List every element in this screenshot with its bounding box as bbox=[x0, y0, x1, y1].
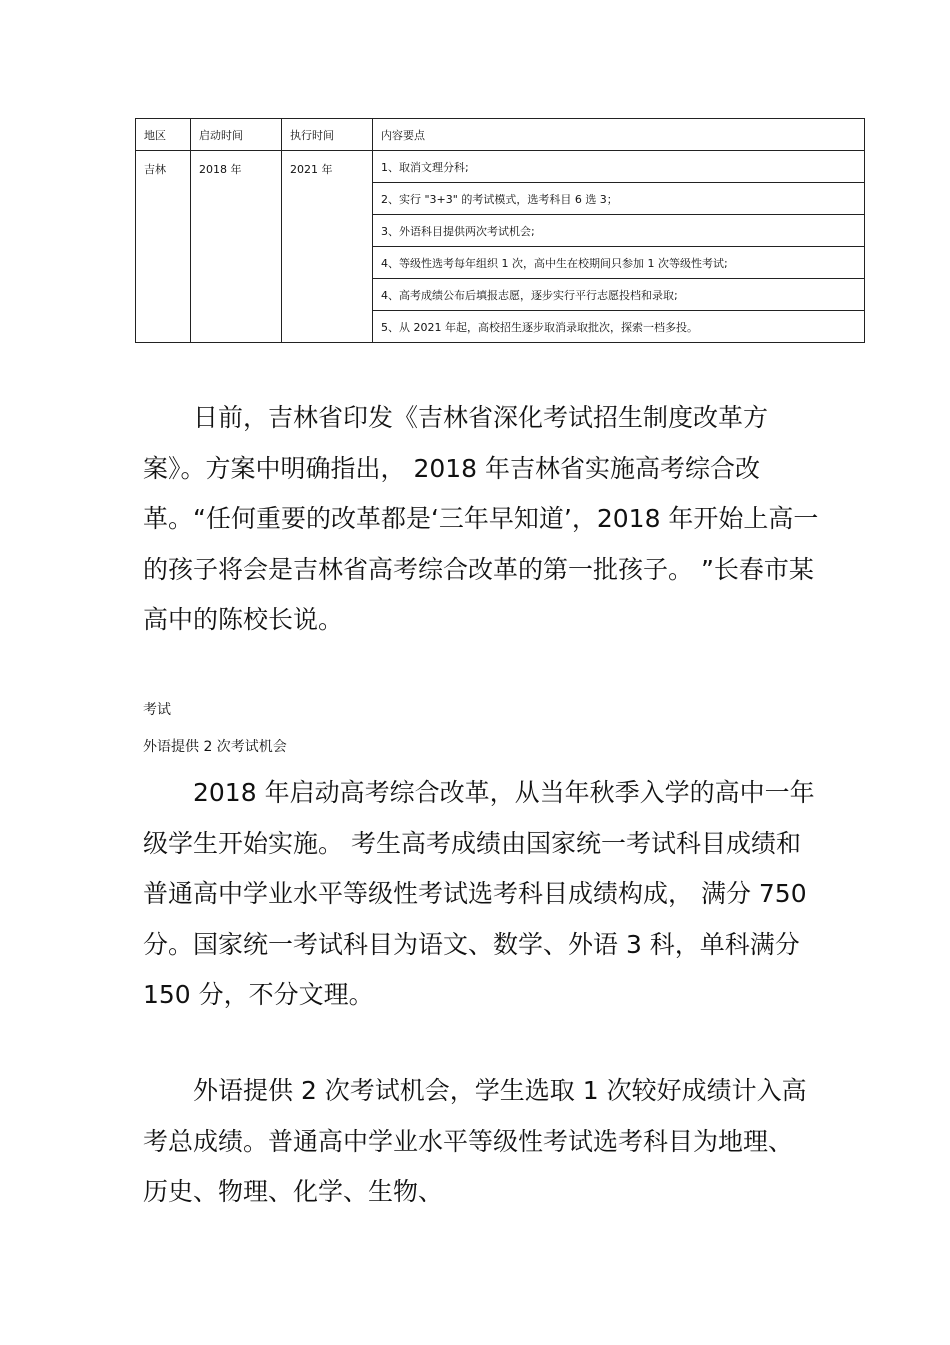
table-header-row bbox=[136, 119, 865, 151]
heading-exam: 考试 bbox=[143, 702, 171, 718]
paragraph-foreign-language: 外语提供 2 次考试机会，学生选取 1 次较好成绩计入高考总成绩。普通高中学业水平等级性考试选考科目为地理、 历史、物理、化学、生物、 bbox=[143, 1076, 807, 1206]
heading-foreign-language: 外语提供 2 次考试机会 bbox=[143, 739, 287, 755]
cell-point-2: 2、实行 "3+3" 的考试模式，选考科目 6 选 3； bbox=[373, 183, 865, 215]
header-start: 启动时间 bbox=[191, 119, 282, 151]
cell-start: 2018 年 bbox=[191, 151, 282, 343]
table-row bbox=[136, 151, 865, 183]
cell-exec: 2021 年 bbox=[282, 151, 373, 343]
reform-table bbox=[135, 118, 865, 343]
header-exec: 执行时间 bbox=[282, 119, 373, 151]
paragraph-reform-start: 2018 年启动高考综合改革，从当年秋季入学的高中一年级学生开始实施。 考生高考成绩由国家统一考试科目成绩和普通高中学业水平等级性考试选考科目成绩构成， 满分 750 分。国家统一考试科目为语文、数学、外语 3 科，单科满分 150 分，不分文理。 bbox=[143, 778, 815, 1009]
cell-point-5: 4、高考成绩公布后填报志愿，逐步实行平行志愿投档和录取; bbox=[373, 279, 865, 311]
header-region: 地区 bbox=[136, 119, 191, 151]
cell-point-6: 5、从 2021 年起，高校招生逐步取消录取批次，探索一档多投。 bbox=[373, 311, 865, 343]
cell-point-3: 3、外语科目提供两次考试机会; bbox=[373, 215, 865, 247]
cell-region: 吉林 bbox=[136, 151, 191, 343]
header-points: 内容要点 bbox=[373, 119, 865, 151]
paragraph-intro: 日前，吉林省印发《吉林省深化考试招生制度改革方案》。方案中明确指出， 2018 年吉林省实施高考综合改革。“任何重要的改革都是‘三年早知道’，2018 年开始上高一的孩子将会是吉林省高考综合改革的第一批孩子。 ”长春市某高中的陈校长说。 bbox=[143, 403, 819, 634]
cell-point-4: 4、等级性选考每年组织 1 次，高中生在校期间只参加 1 次等级性考试; bbox=[373, 247, 865, 279]
cell-point-1: 1、取消文理分科; bbox=[373, 151, 865, 183]
